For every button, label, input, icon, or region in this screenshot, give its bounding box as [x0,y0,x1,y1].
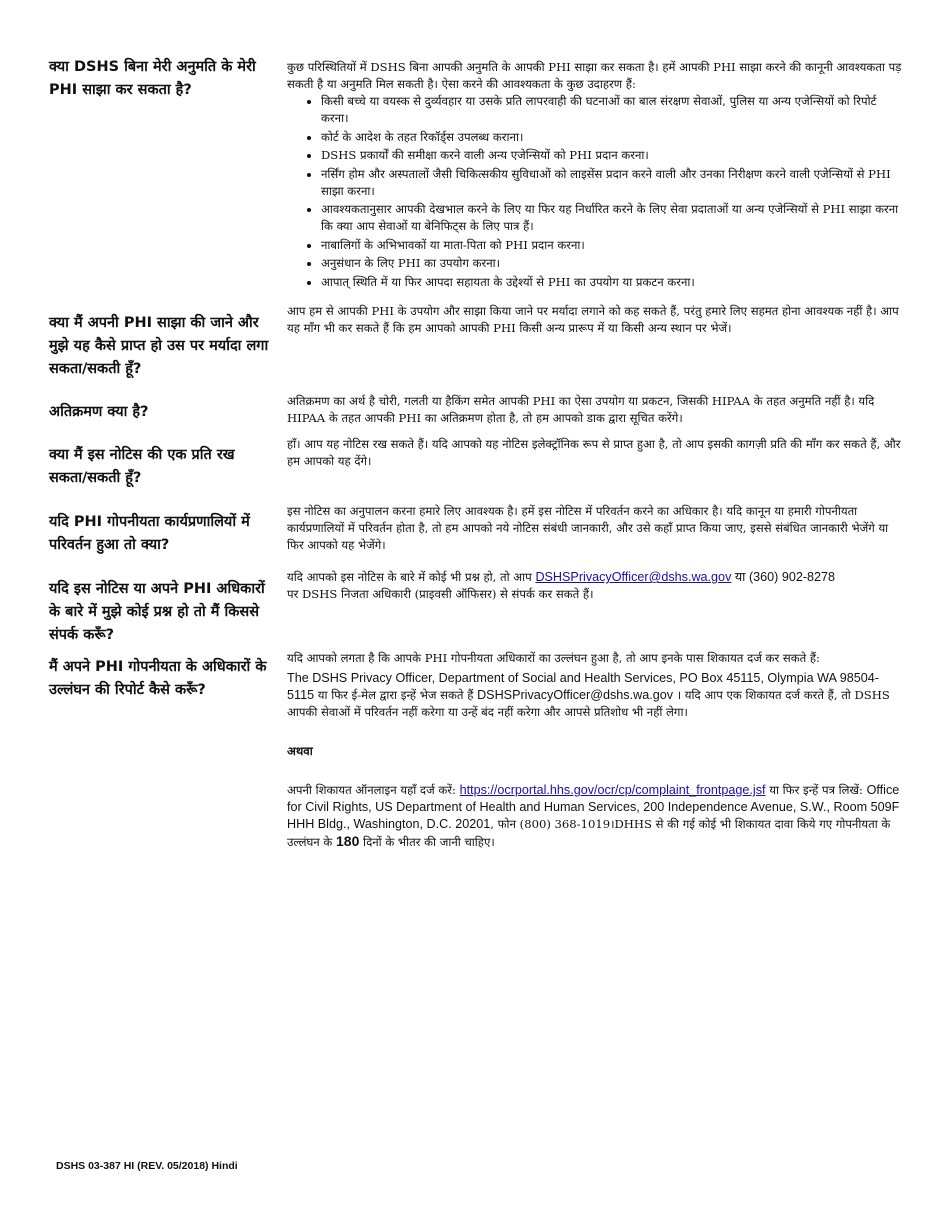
question-restrict-sharing: क्या मैं अपनी PHI साझा की जाने और मुझे यह कैसे प्राप्त हो उस पर मर्यादा लगा सकता/सकती हूँ? [49,315,269,377]
question-report-violation: मैं अपने PHI गोपनीयता के अधिकारों के उल्लंघन की रिपोर्ट कैसे करूँ? [49,659,267,698]
answer-report-violation [287,650,905,851]
list-item: • कोर्ट के आदेश के तहत रिकॉर्ड्स उपलब्ध कराना। [321,129,905,146]
list-item: • नाबालिगों के अभिभावकों या माता-पिता को PHI प्रदान करना। [321,237,905,254]
online-complaint-paragraph [287,782,905,851]
contact-text: पर DSHS निजता अधिकारी (प्राइवसी ऑफिसर) से संपर्क कर सकते हैं। [287,587,594,601]
or-separator: अथवा [287,744,313,758]
contact-phone: या (360) 902-8278 [731,570,836,584]
question-practice-changes: यदि PHI गोपनीयता कार्यप्रणालियों में परिवर्तन हुआ तो क्या? [49,514,250,553]
answer-practice-changes: इस नोटिस का अनुपालन करना हमारे लिए आवश्यक है। हमें इस नोटिस में परिवर्तन करने का अधिकार है। यदि कानून या हमारी गोपनीयता कार्यप्रणालियों में परिवर्तन होता है, तो हम आपको नये नोटिस संबंधी जानकारी, और उसे कहाँ प्राप्त किया जाए, इससे संबंधित जानकारी भेजेंगे या फिर आपको यह भेजेंगे। [287,504,889,552]
answer-contact [287,569,905,603]
list-item: • आपात् स्थिति में या फिर आपदा सहायता के उद्देश्यों से PHI का उपयोग या प्रकटन करना। [321,274,905,291]
privacy-officer-address: The DSHS Privacy Officer, Department of Social and Health Services, PO Box 45115, Olympia WA 98504-5115 [287,671,879,702]
privacy-officer-email-link[interactable]: DSHSPrivacyOfficer@dshs.wa.gov [535,570,732,584]
ocr-portal-link[interactable]: https://ocrportal.hhs.gov/ocr/cp/complaint_frontpage.jsf [459,783,766,797]
answer-share-without-permission [287,59,905,292]
list-item: • आवश्यकतानुसार आपकी देखभाल करने के लिए या फिर यह निर्धारित करने के लिए सेवा प्रदाताओं या अन्य एजेन्सियों से PHI साझा करना कि क्या आप सेवाओं या बेनिफिट्स के लिए पात्र हैं। [321,201,905,235]
days-count: 180 [336,833,360,849]
complaint-text: अपनी शिकायत ऑनलाइन यहाँ दर्ज करें: [287,783,460,797]
question-share-without-permission: क्या DSHS बिना मेरी अनुमति के मेरी PHI साझा कर सकता है? [49,59,256,98]
complaint-text: DHHS से की गई कोई भी शिकायत दावा किये गए गोपनीयता के उल्लंघन के [287,817,891,849]
complaint-text: दिनों के भीतर की जानी चाहिए। [359,835,495,849]
question-breach: अतिक्रमण क्या है? [49,404,149,420]
answer-copy-of-notice: हाँ। आप यह नोटिस रख सकते हैं। यदि आपको यह नोटिस इलेक्ट्रॉनिक रूप से प्राप्त हुआ है, तो आप इसकी कागज़ी प्रति की माँग कर सकते हैं, और हम आपको यह देंगे। [287,437,901,468]
question-contact: यदि इस नोटिस या अपने PHI अधिकारों के बारे में मुझे कोई प्रश्न हो तो मैं किससे संपर्क करूँ? [49,581,265,643]
ocr-address: Office for Civil Rights, US Department of Health and Human Services, 200 Independence Avenue, S.W., Room 509F HHH Bldg., Washington, D.C. 20201 [287,783,900,831]
answer-breach: अतिक्रमण का अर्थ है चोरी, गलती या हैकिंग समेत आपकी PHI का ऐसा उपयोग या प्रकटन, जिसकी HIPAA के तहत अनुमति नहीं है। यदि HIPAA के तहत आपकी PHI का अतिक्रमण होता है, तो हम आपको डाक द्वारा सूचित करेंगे। [287,394,875,425]
question-copy-of-notice: क्या मैं इस नोटिस की एक प्रति रख सकता/सकती हूँ? [49,447,235,486]
privacy-officer-address-paragraph [287,670,905,721]
form-footer: DSHS 03-387 HI (REV. 05/2018) Hindi [56,1160,238,1172]
contact-text: यदि आपको इस नोटिस के बारे में कोई भी प्रश्न हो, तो आप [287,570,536,584]
list-item: • अनुसंधान के लिए PHI का उपयोग करना। [321,255,905,272]
complaint-intro: यदि आपको लगता है कि आपके PHI गोपनीयता अधिकारों का उल्लंघन हुआ है, तो आप इनके पास शिकायत दर्ज कर सकते हैं: [287,651,820,665]
list-item: • किसी बच्चे या वयस्क से दुर्व्यवहार या उसके प्रति लापरवाही की घटनाओं का बाल संरक्षण सेवाओं, पुलिस या अन्य एजेन्सियों को रिपोर्ट करना। [321,93,905,127]
complaint-text: । यदि आप एक शिकायत दर्ज करते हैं, तो DSHS आपकी सेवाओं में परिवर्तन नहीं करेगा या उन्हें बंद नहीं करेगा और आपसे प्रतिशोध भी नहीं लेगा। [287,688,890,719]
answer-intro: कुछ परिस्थितियों में DSHS बिना आपकी अनुमति के आपकी PHI साझा कर सकता है। हमें आपकी PHI साझा करने की कानूनी आवश्यकता पड़ सकती है या अनुमति मिल सकती है। ऐसा करने की आवश्यकता के कुछ उदाहरण हैं: [287,60,902,91]
complaint-text: या फिर इन्हें पत्र लिखें: [765,783,867,797]
privacy-officer-email: DSHSPrivacyOfficer@dshs.wa.gov [477,688,674,702]
ocr-phone: , फोन (800) 368-1019। [490,817,615,831]
complaint-text: या फिर ई-मेल द्वारा इन्हें भेज सकते हैं [314,688,478,702]
examples-list [287,93,905,291]
list-item: • DSHS प्रकार्यों की समीक्षा करने वाली अन्य एजेन्सियों को PHI प्रदान करना। [321,147,905,164]
answer-restrict-sharing: आप हम से आपकी PHI के उपयोग और साझा किया जाने पर मर्यादा लगाने को कह सकते हैं, परंतु हमारे लिए सहमत होना आवश्यक नहीं है। आप यह माँग भी कर सकते हैं कि हम आपको आपकी PHI किसी अन्य प्रारूप में या किसी अन्य स्थान पर भेजें। [287,304,899,335]
list-item: • नर्सिंग होम और अस्पतालों जैसी चिकित्सकीय सुविधाओं को लाइसेंस प्रदान करने वाली और उनका निरीक्षण करने वाली एजेन्सियों से PHI साझा करना। [321,166,905,200]
